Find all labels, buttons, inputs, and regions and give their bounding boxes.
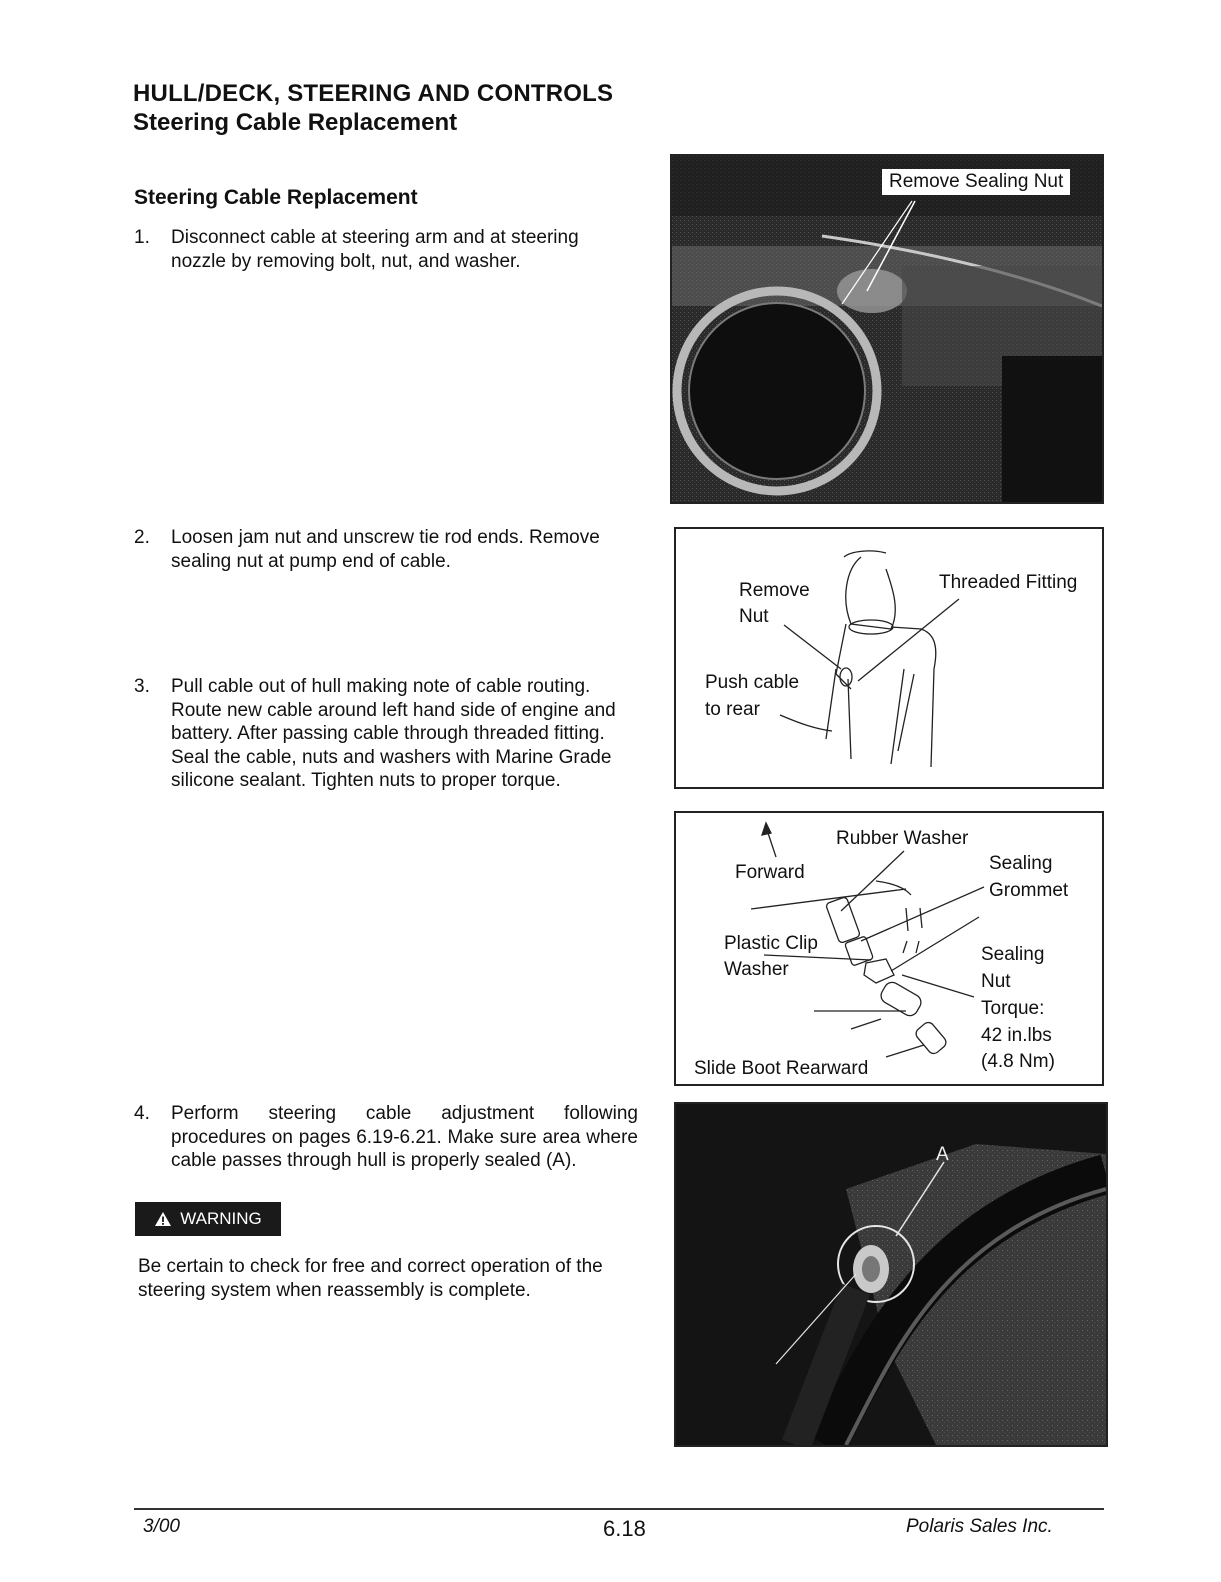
step-number: 1. — [134, 227, 150, 248]
threaded-fitting-drawing — [676, 529, 1102, 787]
label-grommet: Grommet — [989, 880, 1069, 901]
section-heading: HULL/DECK, STEERING AND CONTROLS — [133, 80, 614, 107]
hull-photo-image — [676, 1104, 1106, 1445]
step-number: 3. — [134, 676, 150, 697]
subsection-heading: Steering Cable Replacement — [133, 109, 458, 136]
warning-text: Be certain to check for free and correct operation of the steering system when reassembly is complete. — [138, 1256, 603, 1301]
label-sealing: Sealing — [989, 853, 1053, 874]
section-title: Steering Cable Replacement — [134, 186, 418, 209]
label-nut: Nut — [739, 606, 769, 627]
photo-callout-label: Remove Sealing Nut — [882, 169, 1070, 195]
label-torque: Torque: — [981, 998, 1045, 1019]
label-sealing-nut-2: Nut — [981, 971, 1011, 992]
engine-photo-image — [672, 156, 1102, 502]
footer-page-number: 6.18 — [603, 1516, 646, 1541]
step-3 — [134, 675, 638, 793]
footer-date: 3/00 — [143, 1516, 180, 1537]
label-torque-nm: (4.8 Nm) — [981, 1051, 1055, 1072]
photo-hull-seal — [674, 1102, 1108, 1447]
warning-triangle-icon — [154, 1211, 172, 1227]
warning-label: WARNING — [180, 1209, 262, 1228]
label-plastic-clip: Plastic Clip — [724, 933, 818, 954]
step-text: Loosen jam nut and unscrew tie rod ends. Remove sealing nut at pump end of cable. — [171, 527, 600, 572]
step-number: 4. — [134, 1103, 150, 1124]
step-text: Perform steering cable adjustment following procedures on pages 6.19-6.21. Make sure area where cable passes through hull is properly sealed (A). — [171, 1103, 638, 1171]
callout-a: A — [936, 1144, 949, 1165]
label-forward: Forward — [735, 862, 805, 883]
label-slide-boot: Slide Boot Rearward — [694, 1058, 869, 1079]
step-text: Disconnect cable at steering arm and at steering nozzle by removing bolt, nut, and washer. — [171, 227, 579, 272]
label-remove: Remove — [739, 580, 810, 601]
step-1 — [134, 226, 638, 273]
label-torque-in-lbs: 42 in.lbs — [981, 1025, 1052, 1046]
diagram-sealing-grommet — [674, 811, 1104, 1086]
label-to-rear: to rear — [705, 699, 760, 720]
label-threaded-fitting: Threaded Fitting — [939, 572, 1078, 593]
step-4 — [134, 1102, 638, 1173]
label-sealing-nut-1: Sealing — [981, 944, 1045, 965]
step-text: Pull cable out of hull making note of cable routing. Route new cable around left hand side of engine and battery. After passing cable through threaded fitting. Seal the cable, nuts and washers with Marine Grade silicone sealant. Tighten nuts to proper torque. — [171, 676, 616, 791]
label-washer: Washer — [724, 959, 789, 980]
photo-remove-sealing-nut — [670, 154, 1104, 504]
label-push-cable: Push cable — [705, 672, 800, 693]
footer-company: Polaris Sales Inc. — [906, 1516, 1053, 1537]
footer-rule — [134, 1508, 1104, 1510]
step-number: 2. — [134, 527, 150, 548]
warning-badge — [135, 1202, 281, 1236]
diagram-threaded-fitting — [674, 527, 1104, 789]
label-rubber-washer: Rubber Washer — [836, 828, 969, 849]
step-2 — [134, 526, 638, 573]
